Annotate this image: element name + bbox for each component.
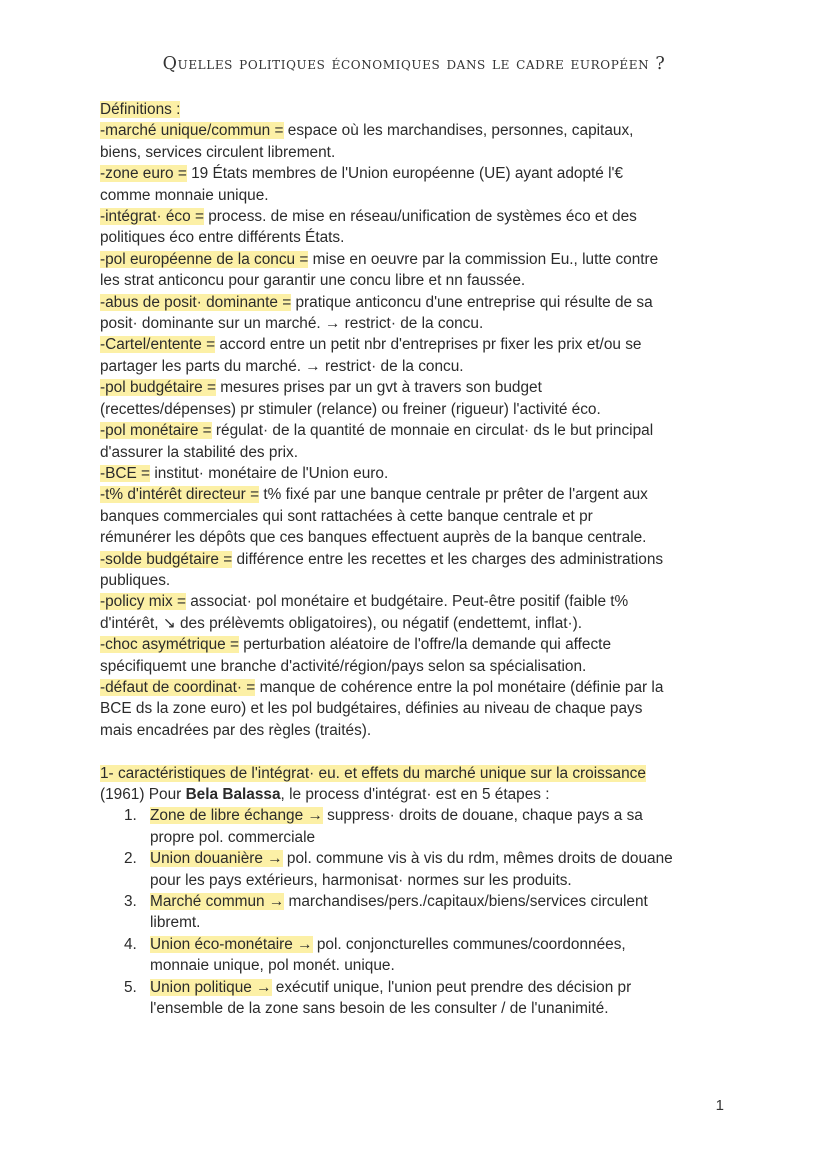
step-number: 1.	[124, 807, 137, 825]
definition-text: partager les parts du marché. → restrict· de la concu.	[100, 357, 464, 375]
definition-term: -solde budgétaire =	[100, 550, 233, 568]
step-line	[150, 848, 740, 869]
definition-line	[100, 570, 740, 591]
definition-text: institut· monétaire de l'Union euro.	[150, 464, 389, 482]
step-line	[150, 998, 740, 1019]
definition-line	[100, 720, 740, 741]
definition-item	[100, 206, 740, 249]
definition-line	[100, 120, 740, 141]
definition-line	[100, 527, 740, 548]
definition-item	[100, 120, 740, 163]
definition-line	[100, 185, 740, 206]
definition-text: biens, services circulent librement.	[100, 143, 336, 161]
step-number: 5.	[124, 978, 137, 996]
step-text: exécutif unique, l'union peut prendre des décision pr	[271, 978, 632, 996]
step-line	[150, 805, 740, 826]
definition-term: -abus de posit· dominante =	[100, 293, 292, 311]
definition-text: les strat anticoncu pour garantir une concu libre et nn faussée.	[100, 272, 526, 290]
integration-step	[100, 977, 740, 1020]
definition-line	[100, 591, 740, 612]
step-term: Union politique →	[150, 978, 272, 996]
integration-step	[100, 848, 740, 891]
definition-term: -zone euro =	[100, 165, 187, 183]
step-line	[150, 827, 740, 848]
step-line	[150, 870, 740, 891]
definition-text: régulat· de la quantité de monnaie en circulat· ds le but principal	[211, 422, 654, 440]
page-number: 1	[715, 1097, 724, 1114]
step-text: pol. commune vis à vis du rdm, mêmes droits de douane	[282, 850, 673, 868]
integration-steps-list	[100, 805, 740, 1019]
definition-text: rémunérer les dépôts que ces banques effectuent auprès de la banque centrale.	[100, 529, 647, 547]
definition-line	[100, 163, 740, 184]
definition-term: -policy mix =	[100, 593, 186, 611]
definition-text: d'assurer la stabilité des prix.	[100, 443, 298, 461]
step-number: 3.	[124, 893, 137, 911]
definition-text: politiques éco entre différents États.	[100, 229, 345, 247]
definition-text: mais encadrées par des règles (traités).	[100, 721, 372, 739]
step-number: 4.	[124, 935, 137, 953]
definition-item	[100, 377, 740, 420]
definition-item	[100, 249, 740, 292]
definition-line	[100, 677, 740, 698]
definition-line	[100, 484, 740, 505]
definitions-list	[100, 120, 740, 741]
step-text: suppress· droits de douane, chaque pays a sa	[322, 807, 643, 825]
step-term: Marché commun →	[150, 893, 285, 911]
integration-step	[100, 891, 740, 934]
definition-text: publiques.	[100, 571, 171, 589]
step-term: Zone de libre échange →	[150, 807, 323, 825]
definition-line	[100, 249, 740, 270]
section1-intro: (1961) Pour Bela Balassa, le process d'intégrat· est en 5 étapes :	[100, 785, 550, 803]
definition-text: process. de mise en réseau/unification de systèmes éco et des	[203, 208, 637, 226]
definition-text: comme monnaie unique.	[100, 186, 269, 204]
definition-text: espace où les marchandises, personnes, capitaux,	[283, 122, 634, 140]
definition-text: d'intérêt, ↘ des prélèvemts obligatoires), ou négatif (endettemt, inflat·).	[100, 614, 583, 632]
definition-text: différence entre les recettes et les charges des administrations	[232, 550, 664, 568]
definition-text: (recettes/dépenses) pr stimuler (relance) ou freiner (rigueur) l'activité éco.	[100, 400, 601, 418]
step-text: l'ensemble de la zone sans besoin de les consulter / de l'unanimité.	[150, 1000, 609, 1018]
definition-item	[100, 420, 740, 463]
definition-term: -pol européenne de la concu =	[100, 250, 309, 268]
integration-step	[100, 934, 740, 977]
definition-item	[100, 463, 740, 484]
definition-line	[100, 634, 740, 655]
definition-text: pratique anticoncu d'une entreprise qui résulte de sa	[291, 293, 653, 311]
step-text: propre pol. commerciale	[150, 828, 316, 846]
step-term: Union éco-monétaire →	[150, 935, 313, 953]
step-text: pour les pays extérieurs, harmonisat· normes sur les produits.	[150, 871, 572, 889]
section1-heading: 1- caractéristiques de l'intégrat· eu. et effets du marché unique sur la croissance	[100, 764, 646, 782]
definition-text: manque de cohérence entre la pol monétaire (définie par la	[255, 678, 664, 696]
definition-line	[100, 227, 740, 248]
definition-term: -Cartel/entente =	[100, 336, 216, 354]
definition-item	[100, 163, 740, 206]
definition-item	[100, 634, 740, 677]
definition-text: spécifiquemt une branche d'activité/région/pays selon sa spécialisation.	[100, 657, 587, 675]
definition-term: -pol budgétaire =	[100, 379, 216, 397]
definition-term: -t% d'intérêt directeur =	[100, 486, 260, 504]
definition-line	[100, 206, 740, 227]
step-text: pol. conjoncturelles communes/coordonnées,	[312, 935, 626, 953]
definition-text: banques commerciales qui sont rattachées à cette banque centrale et pr	[100, 507, 593, 525]
definition-term: -défaut de coordinat· =	[100, 678, 256, 696]
definition-line	[100, 613, 740, 634]
definition-line	[100, 656, 740, 677]
definition-text: BCE ds la zone euro) et les pol budgétaires, définies au niveau de chaque pays	[100, 700, 643, 718]
definition-line	[100, 506, 740, 527]
definition-term: -marché unique/commun =	[100, 122, 284, 140]
definition-item	[100, 334, 740, 377]
definition-item	[100, 591, 740, 634]
section-spacer	[100, 741, 740, 762]
definition-line	[100, 420, 740, 441]
definition-item	[100, 292, 740, 335]
definition-text: mesures prises par un gvt à travers son budget	[215, 379, 542, 397]
definition-term: -BCE =	[100, 464, 151, 482]
definition-line	[100, 463, 740, 484]
definition-line	[100, 292, 740, 313]
step-text: marchandises/pers./capitaux/biens/services circulent	[284, 893, 648, 911]
definition-text: mise en oeuvre par la commission Eu., lutte contre	[308, 250, 659, 268]
definition-line	[100, 313, 740, 334]
step-line	[150, 891, 740, 912]
step-text: libremt.	[150, 914, 201, 932]
step-line	[150, 977, 740, 998]
definition-line	[100, 442, 740, 463]
definition-line	[100, 377, 740, 398]
definition-line	[100, 356, 740, 377]
page-title: Quelles politiques économiques dans le cadre européen ?	[162, 54, 666, 74]
integration-step	[100, 805, 740, 848]
notes-body	[100, 99, 740, 1019]
definition-line	[100, 549, 740, 570]
definition-item	[100, 677, 740, 741]
step-line	[150, 955, 740, 976]
step-line	[150, 912, 740, 933]
definition-item	[100, 484, 740, 548]
definitions-heading: Définitions :	[100, 101, 181, 118]
step-term: Union douanière →	[150, 850, 283, 868]
definition-text: associat· pol monétaire et budgétaire. Peut-être positif (faible t%	[185, 593, 629, 611]
step-line	[150, 934, 740, 955]
definition-term: -pol monétaire =	[100, 422, 212, 440]
definition-term: -choc asymétrique =	[100, 636, 240, 654]
definition-text: 19 États membres de l'Union européenne (UE) ayant adopté l'€	[186, 165, 624, 183]
definition-line	[100, 399, 740, 420]
step-text: monnaie unique, pol monét. unique.	[150, 957, 395, 975]
definition-text: posit· dominante sur un marché. → restrict· de la concu.	[100, 315, 484, 333]
definition-text: t% fixé par une banque centrale pr prêter de l'argent aux	[259, 486, 648, 504]
definition-term: -intégrat· éco =	[100, 208, 204, 226]
definition-line	[100, 270, 740, 291]
definition-text: perturbation aléatoire de l'offre/la demande qui affecte	[239, 636, 612, 654]
definition-line	[100, 698, 740, 719]
definition-line	[100, 142, 740, 163]
definition-line	[100, 334, 740, 355]
definition-text: accord entre un petit nbr d'entreprises pr fixer les prix et/ou se	[215, 336, 642, 354]
definition-item	[100, 549, 740, 592]
step-number: 2.	[124, 850, 137, 868]
